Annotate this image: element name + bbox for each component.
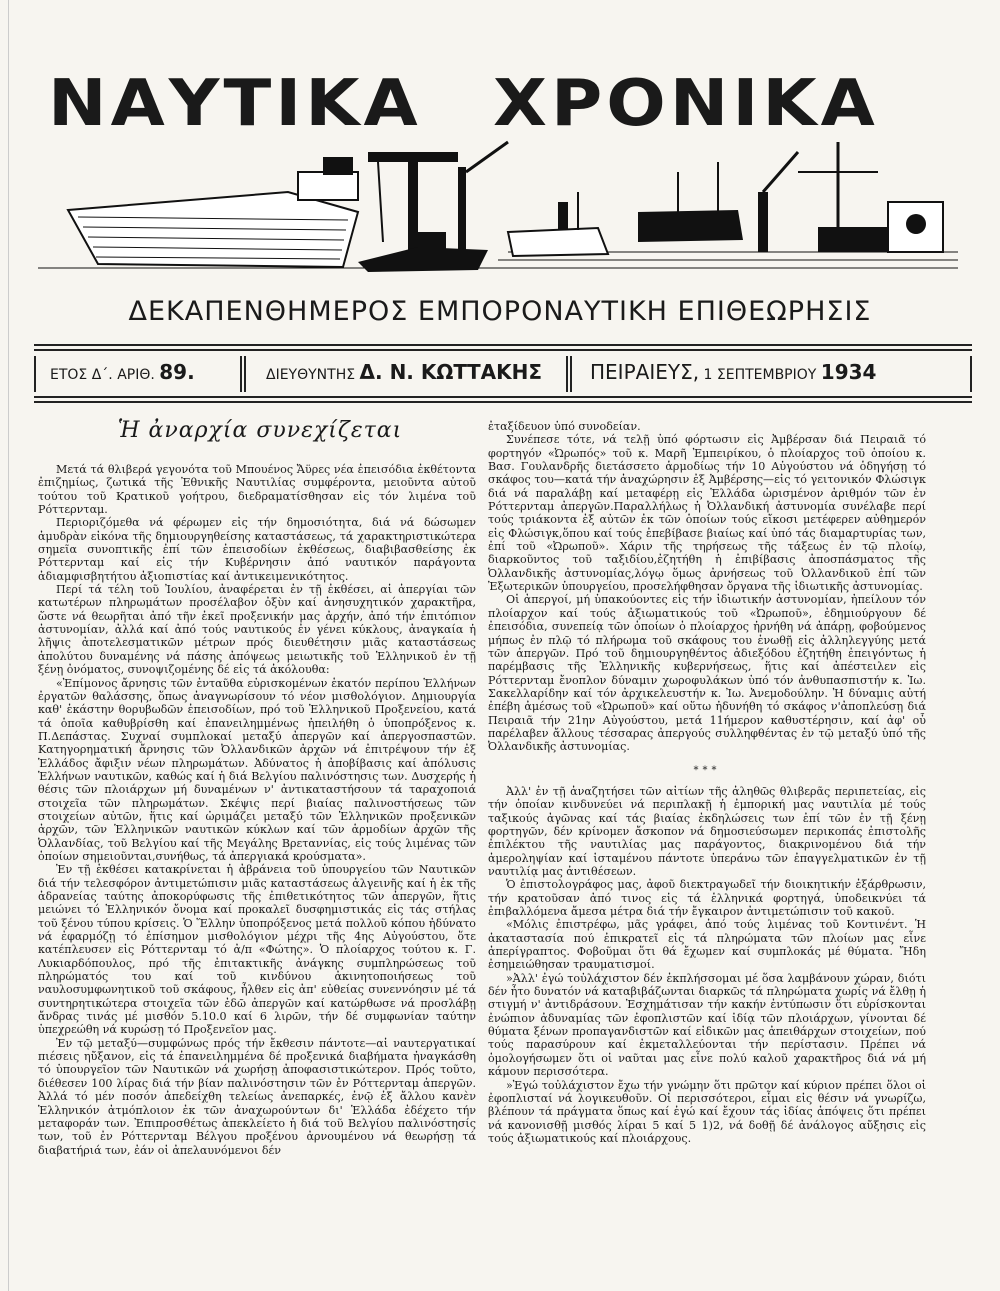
masthead-title-part1: ΝΑΥΤΙΚΑ [48, 65, 422, 141]
issue-number: ΕΤΟΣ Δ΄. ΑΡΙΘ. 89. [50, 360, 195, 384]
director: ΔΙΕΥΘΥΝΤΗΣ Δ. Ν. ΚΩΤΤΑΚΗΣ [266, 360, 543, 384]
article-paragraph: Μετά τά θλιβερά γεγονότα τοῦ Μπουένος Ἄϋρες νέα ἐπεισόδια ἐκθέτοντα ἐπιζημίως, ζωτικά τῆς Ἐθνικῆς Ναυτιλίας συμφέροντα, μειοῦντα αὐτοῦ τούτου τοῦ Κρατικοῦ γοήτρου, διεδραματίσθησαν εἰς τόν λιμένα τοῦ Ρόττερνταμ. [38, 463, 476, 517]
masthead-title-part2: ΧΡΟΝΙΚΑ [493, 65, 879, 141]
article-paragraph: »Ἀλλ' ἐγώ τοὐλάχιστον δέν ἐκπλήσσομαι μέ ὅσα λαμβάνουν χώραν, διότι δέν ἦτο δυνατόν νά καταβιβάζωνται διαρκῶς τά πληρώματα χωρίς νά ἔλθῃ ἡ στιγμή ν' ἀντιδράσουν. Ἐσχημάτισαν τήν κακήν ἐντύπωσιν ὅτι εὑρίσκονται ἐνώπιον ἀδυναμίας τῶν ἐφοπλιστῶν καί ἰδίᾳ τῶν πλοιάρχων, γίνονται δέ θύματα ξένων προπαγανδιστῶν καί εἰδικῶν μας ἀπειθάρχων στοιχείων, πού τούς παρασύρουν καί ἐκμεταλλεύονται τήν περίστασιν. Πρέπει νά ὁμολογήσωμεν ὅτι οἱ ναῦται μας εἶνε πολύ καλοῦ χαρακτῆρος διά νά μή κάμουν περισσότερα. [488, 971, 926, 1079]
article-paragraph: Συνέπεσε τότε, νά τελῇ ὑπό φόρτωσιν εἰς Ἀμβέρσαν διά Πειραιᾶ τό φορτηγόν «Ὠρωπός» τοῦ κ. Μαρῆ Ἐμπειρίκου, ὁ πλοίαρχος τοῦ ὁποίου κ. Βασ. Γουλανδρῆς διετάσσετο ἁρμοδίως τήν 10 Αὐγούστου νά ὁδηγήσῃ τό σκάφος του—κατά τήν ἀναχώρησιν ἐξ Ἀμβέρσης—εἰς τό γειτονικόν Φλώσιγκ διά νά παραλάβῃ καί μεταφέρῃ εἰς Ἑλλάδα ὡρισμένον ἀριθμόν τῶν ἐν Ρόττερνταμ ἀπεργῶν.Παραλλήλως ἡ Ὀλλανδική ἀστυνομία συνέλαβε περί τούς τριάκοντα ἐξ αὐτῶν ἐκ τῶν ὁποίων τούς εἴκοσι μετέφερεν αὐθημερόν εἰς Φλώσιγκ,ὅπου καί τούς ἐπεβίβασε βιαίως καί ὑπό τάς διαμαρτυρίας των, ἐπί τοῦ «Ὠρωποῦ». Χάριν τῆς τηρήσεως τῆς τάξεως ἐν τῷ πλοίῳ, διαρκοῦντος τοῦ ταξιδίου,ἐζητήθη ἡ ἐπιβίβασις ἀποσπάσματος τῆς Ὀλλανδικῆς ἀστυνομίας,λόγῳ ὅμως ἀρνήσεως τοῦ Ὀλλανδικοῦ ἐπί τῶν Ἐξωτερικῶν ὑπουργείου, προσελήφθησαν ὄργανα τῆς ἰδιωτικῆς ἀστυνομίας. [488, 433, 926, 594]
article-paragraph: »Ἐγώ τοὐλάχιστον ἔχω τήν γνώμην ὅτι πρῶτον καί κύριον πρέπει ὅλοι οἱ ἐφοπλισταί νά λογικευθοῦν. Οἱ περισσότεροι, εἶμαι εἰς θέσιν νά γνωρίζω, βλέπουν τά πράγματα ὅπως καί ἐγώ καί ἔχουν τάς ἰδίας ἀπόψεις ὅτι πρέπει νά κανονισθῇ μισθός λίραι 5 καί 5 1)2, νά δοθῇ δέ ἀνάλογος αὔξησις εἰς τούς ἀξιωματικούς καί πλοιάρχους. [488, 1078, 926, 1145]
issue-date: ΠΕΙΡΑΙΕΥΣ, 1 ΣΕΠΤΕΜΒΡΙΟΥ 1934 [590, 360, 877, 384]
article-column-left [38, 463, 476, 1157]
masthead [38, 62, 958, 272]
article-paragraph: Ἐν τῇ ἐκθέσει κατακρίνεται ἡ ἀβράνεια τοῦ ὑπουργείου τῶν Ναυτικῶν διά τήν τελεσφόρον ἀντιμετώπισιν μιᾶς καταστάσεως ἀλγεινῆς καί ἡ ἐκ τῆς ἀδρανείας ταύτης ἀποκορύφωσις τῆς ἐπιθετικότητος τῶν ἀπεργῶν, ἥτις μειώνει τό Ἑλληνικόν ὄνομα καί προκαλεῖ δυσφημιστικάς εἰς τάς στήλας τοῦ ξένου τύπου κρίσεις. Ὁ Ἕλλην ὑποπρόξενος μετά πολλοῦ κόπου ἠδύνατο νά ἐφαρμόζῃ τό ἐπίσημον μισθολόγιον μέχρι τῆς 4ης Αὐγούστου, ὅτε κατέπλευσεν εἰς Ρόττερνταμ τό ἀ/π «Φώτης». Ὁ πλοίαρχος τούτου κ. Γ. Λυκιαρδόπουλος, πρό τῆς ἐπιτακτικῆς ἀνάγκης συμπληρώσεως τοῦ πληρώματός του καί τοῦ κινδύνου ἀκινητοποιήσεως τοῦ ναυλοσυμφωνητικοῦ τοῦ σκάφους, ἦλθεν εἰς ἀπ' εὐθείας συνεννόησιν μέ τά συντηρητικώτερα στοιχεῖα τῶν ἐδῶ ἀπεργῶν καί κατώρθωσε νά προσλάβῃ ἄνδρας τινάς μέ μισθόν 5.10.0 καί 6 λιρῶν, τήν δέ συμφωνίαν ταύτην ὑπεχρεώθη νά κυρώσῃ τό Προξενεῖον μας. [38, 863, 476, 1037]
article-headline: Ἡ ἀναρχία συνεχίζεται [117, 418, 403, 443]
article-paragraph: Περιοριζόμεθα νά φέρωμεν εἰς τήν δημοσιότητα, διά νά δώσωμεν ἀμυδρὰν εἰκόνα τῆς δημιουργηθείσης καταστάσεως, τά χαρακτηριστικώτερα σημεῖα συνοπτικῆς ἐπί τῶν ἐπεισοδίων ἐκθέσεως, διαβιβασθείσης ἐκ Ρόττερνταμ καί εἰς τήν Κυβέρνησιν ἀπό ναυτικόν παράγοντα ἀδιαμφισβητήτου ἀξιοπιστίας καί ἀντικειμενικότητος. [38, 516, 476, 583]
page-edge [8, 0, 9, 1291]
article-column-right [488, 420, 926, 1145]
article-paragraph: Ἐν τῷ μεταξύ—συμφώνως πρός τήν ἔκθεσιν πάντοτε—αἱ ναυτεργατικαί πιέσεις ηὔξανον, εἰς τά ἐπανειλημμένα δέ προξενικά διαβήματα ἠναγκάσθη τό ὑπουργεῖον τῶν Ναυτικῶν νά χωρήσῃ ἀποφασιστικώτερον. Πρός τοῦτο, διέθεσεν 100 λίρας διά τήν βίαν παλινόστησιν τῶν ἐν Ρόττερνταμ ἀπεργῶν. Ἀλλά τό μέν ποσόν ἀπεδείχθη τελείως ἀνεπαρκές, ἐνῷ ἐξ ἄλλου κανὲν Ἑλληνικόν ἀτμόπλοιον ἐκ τῶν ἀναχωρούντων δι' Ἑλλάδα ἐδέχετο τήν μεταφοράν των. Ἐπιπροσθέτως ἀπεκλείετο ἡ διά τοῦ Βελγίου παλινόστησίς των, τοῦ ἐν Ρόττερνταμ Βέλγου προξένου ἀρνουμένου νά θεωρήσῃ τά διαβατήριά των, ἐάν οἱ ἀπελαυνόμενοι δέν [38, 1036, 476, 1157]
masthead-subtitle: ΔΕΚΑΠΕΝΘΗΜΕΡΟΣ ΕΜΠΟΡΟΝΑΥΤΙΚΗ ΕΠΙΘΕΩΡΗΣΙΣ [128, 296, 872, 327]
article-paragraph: Περί τά τέλη τοῦ Ἰουλίου, ἀναφέρεται ἐν τῇ ἐκθέσει, αἱ ἀπεργίαι τῶν κατωτέρων πληρωμάτων προσέλαβον ὀξὺν καί ἀνησυχητικόν χαρακτῆρα, ὥστε νά θεωρῆται ἀπό τῆν ἐκεῖ προξενικήν μας ἀρχήν, ἀπό τήν ἐπιτόπιον ἀστυνομίαν, ἀλλά καί ἀπό τούς ναυτικούς ἐν γένει κύκλους, ἀναγκαία ἡ λῆψις ἀποτελεσματικῶν μέτρων πρός διευθέτησιν μιᾶς καταστάσεως ἀπολύτου δυναμένης νά πάσης ἀπόψεως μειωτικῆς τοῦ Ἑλληνικοῦ ἐν τῇ ξένῃ ὀνόματος, συνοψιζομένης δέ εἰς τά ἀκόλουθα: [38, 583, 476, 677]
harbor-illustration [38, 132, 958, 272]
article-paragraph: Οἱ ἀπεργοί, μή ὑπακούοντες εἰς τήν ἰδιωτικήν ἀστυνομίαν, ἠπείλουν τόν πλοίαρχον καί τούς ἀξιωματικούς τοῦ «Ὠρωποῦ», ἐδημιούργουν δέ ἐπεισόδια, συνεπείᾳ τῶν ὁποίων ὁ πλοίαρχος ἠρνήθη νά ἀπάρῃ, φοβούμενος μήπως ἐν πλῷ τό πλήρωμα τοῦ σκάφους του ἑνωθῇ εἰς ἀλληλεγγύης μετά τῶν ἀπεργῶν. Πρό τοῦ δημιουργηθέντος ἀδιεξόδου ἐζητήθη ἐπειγόντως ἡ παρέμβασις τῆς Ἑλληνικῆς κυβερνήσεως, ἥτις καί ἀπέστειλεν εἰς Ρόττερνταμ ἔνοπλον δύναμιν χωροφυλάκων ὑπό τόν ἀνθυπασπιστήν κ. Ἰω. Σακελλαρίδην καί τόν ἀρχικελευστήν κ. Ἰω. Ἀνεμοδούλην. Ἡ δύναμις αὐτή ἐπέβη ἀμέσως τοῦ «Ὠρωποῦ» καί οὕτω ἠδυνήθη τό σκάφος ν'ἀποπλεύσῃ διά Πειραιᾶ τήν 21ην Αὐγούστου, μετά 11ήμερον καθυστέρησιν, καί ἀφ' οὗ παρέλαβεν ἄλλους τέσσαρας ἀπεργούς συλληφθέντας ἐν τῷ μεταξύ ὑπό τῆς Ὀλλανδικῆς ἀστυνομίας. [488, 593, 926, 754]
article-paragraph: Ἀλλ' ἐν τῇ ἀναζητήσει τῶν αἰτίων τῆς ἀληθῶς θλιβερᾶς περιπετείας, εἰς τήν ὁποίαν κινδυνεύει νά περιπλακῇ ἡ ἐμπορική μας ναυτιλία μέ τούς ταξικούς ἀγῶνας καί τάς βιαίας ἐκδηλώσεις των ἐπί τῶν ἐν τῇ ξένῃ φορτηγῶν, δέν κρίνομεν ἄσκοπον νά δημοσιεύσωμεν περικοπάς ἐπιστολῆς ἐπιλέκτου τῆς ναυτιλίας μας παράγοντος, διακρινομένου διά τήν ἀμεροληψίαν καί ἱσταμένου πάντοτε ὑπεράνω τῶν ἐπαγγελματικῶν ἐν τῇ ναυτιλίᾳ μας ἀντιθέσεων. [488, 784, 926, 878]
issue-info-band [34, 344, 972, 404]
article-paragraph: Ὁ ἐπιστολογράφος μας, ἀφοῦ διεκτραγωδεῖ τήν διοικητικήν ἐξάρθρωσιν, τήν κρατοῦσαν ἀπό τινος εἰς τά ἑλληνικά φορτηγά, ὑποδεικνύει τά ἐπιβαλλόμενα ἄμεσα μέτρα διά τήν ἔγκαιρον ἀντιμετώπισιν τοῦ κακοῦ. [488, 878, 926, 919]
section-separator: *** [693, 764, 721, 776]
article-paragraph: «Ἐπίμονος ἄρνησις τῶν ἐνταῦθα εὑρισκομένων ἑκατόν περίπου Ἑλλήνων ἐργατῶν θαλάσσης, ὅπως ἀναγνωρίσουν τό νέον μισθολόγιον. Δημιουργία καθ' ἑκάστην θορυβωδῶν ἐπεισοδίων, πρό τοῦ Ἑλληνικοῦ Προξενείου, κατά τά ὁποῖα καθυβρίσθη καί ἐπανειλημμένως ἠπειλήθη ὁ ὑποπρόξενος κ. Π.Δεπάστας. Συχναί συμπλοκαί μεταξύ ἀπεργῶν καί ἀπεργοσπαστῶν. Κατηγορηματική ἄρνησις τῶν Ὀλλανδικῶν ἀρχῶν νά ἐπιτρέψουν τήν ἐξ Ἑλλάδος ἄφιξιν νέων πληρωμάτων. Ἀδύνατος ἡ ἀποβίβασις καί ἀπόλυσις Ἑλλήνων ναυτικῶν, καθώς καί ἡ διά Βελγίου παλινόστησις των. Δυσχερής ἡ θέσις τῶν πλοιάρχων μή δυναμένων ν' ἀντικαταστήσουν τά ταραχοποιά στοιχεῖα τῶν πληρωμάτων. Σκέψις περί βιαίας παλινοστήσεως τῶν στοιχείων αὐτῶν, ἥτις καί ὡριμάζει μεταξύ τῶν Ἑλληνικῶν προξενικῶν ἀρχῶν, τῶν Ἑλληνικῶν ναυτικῶν κύκλων καί τῶν ἁρμοδίων ἀρχῶν τῆς Ὀλλανδίας, τοῦ Βελγίου καί τῆς Μεγάλης Βρεταννίας, εἰς τούς λιμένας τῶν ὁποίων σημειοῦνται,συνήθως, τά ἀπεργιακά κρούσματα». [38, 676, 476, 863]
article-paragraph: ἐταξίδευον ὑπό συνοδείαν. [488, 420, 641, 433]
article-paragraph: «Μόλις ἐπιστρέφω, μᾶς γράφει, ἀπό τούς λιμένας τοῦ Κοντινέντ. Ἡ ἀκαταστασία πού ἐπικρατεῖ εἰς τά πληρώματα τῶν πλοίων μας εἶνε ἀπερίγραπτος. Φοβοῦμαι ὅτι θά ἔχωμεν καί συμπλοκάς μέ θύματα. Ἤδη ἐσημειώθησαν τραυματισμοί. [488, 918, 926, 972]
